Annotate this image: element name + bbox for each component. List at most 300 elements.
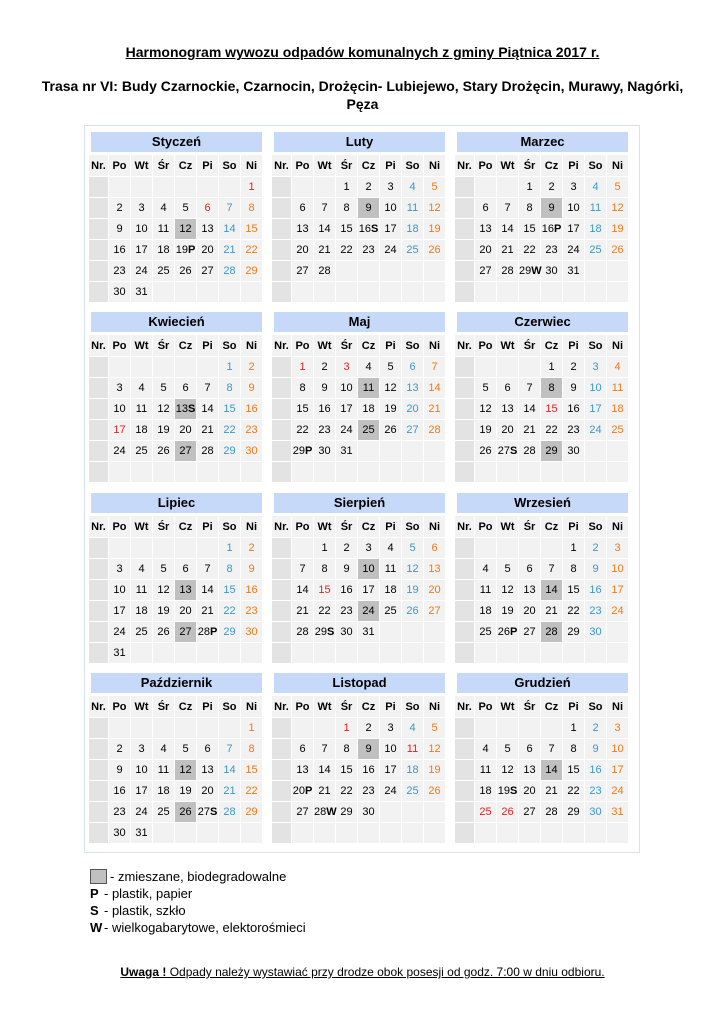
day-number: 3 — [570, 181, 577, 193]
empty-cell — [153, 823, 175, 844]
week-number-cell — [272, 718, 292, 739]
day-number: 23 — [589, 605, 602, 617]
empty-cell — [519, 282, 541, 303]
empty-cell — [197, 538, 219, 559]
empty-cell — [607, 643, 629, 664]
day-cell — [541, 781, 563, 802]
day-cell — [292, 781, 314, 802]
day-cell — [219, 261, 241, 282]
day-number: 3 — [138, 202, 145, 214]
empty-cell — [475, 357, 497, 378]
day-number: 2 — [570, 361, 577, 373]
day-cell — [314, 378, 336, 399]
day-cell — [219, 739, 241, 760]
day-number: 19 — [428, 764, 441, 776]
week-row — [272, 802, 446, 823]
week-number-cell — [89, 781, 109, 802]
day-cell — [131, 601, 153, 622]
day-number: 30 — [318, 445, 331, 457]
day-number: 4 — [160, 743, 167, 755]
weekday-header: Śr — [519, 335, 541, 357]
week-row — [89, 399, 263, 420]
day-number: 12 — [479, 403, 492, 415]
day-number: 23 — [245, 424, 258, 436]
day-number: 18 — [611, 403, 624, 415]
week-row — [272, 198, 446, 219]
day-number: 27 — [523, 806, 536, 818]
week-row — [89, 622, 263, 643]
week-number-cell — [272, 240, 292, 261]
day-cell — [519, 760, 541, 781]
pickup-marker: P — [509, 626, 518, 638]
day-cell — [153, 240, 175, 261]
day-cell — [197, 198, 219, 219]
week-number-cell — [272, 420, 292, 441]
week-number-cell — [89, 261, 109, 282]
day-number: 2 — [321, 361, 328, 373]
day-cell — [314, 622, 336, 643]
day-cell — [153, 441, 175, 462]
day-cell — [475, 781, 497, 802]
day-number: 8 — [343, 743, 350, 755]
day-cell — [358, 802, 380, 823]
day-number: 18 — [135, 605, 148, 617]
day-cell — [292, 240, 314, 261]
day-cell — [314, 420, 336, 441]
empty-cell — [219, 177, 241, 198]
day-number: 19 — [501, 605, 514, 617]
day-cell — [541, 240, 563, 261]
day-cell — [585, 802, 607, 823]
day-cell — [336, 399, 358, 420]
month-name: Sierpień — [274, 493, 445, 513]
day-cell — [497, 622, 519, 643]
day-number: 28 — [501, 265, 514, 277]
day-number: 13 — [479, 223, 492, 235]
day-number: 7 — [204, 563, 211, 575]
day-number: 26 — [157, 445, 170, 457]
day-cell — [153, 219, 175, 240]
day-cell — [563, 622, 585, 643]
day-number: 13 — [179, 584, 192, 596]
day-cell — [314, 219, 336, 240]
day-cell — [475, 219, 497, 240]
day-cell — [497, 781, 519, 802]
day-number: 8 — [343, 202, 350, 214]
day-cell — [336, 420, 358, 441]
day-number: 7 — [548, 743, 555, 755]
week-number-cell — [272, 219, 292, 240]
empty-cell — [153, 462, 175, 483]
day-number: 13 — [296, 223, 309, 235]
day-cell — [175, 198, 197, 219]
day-number: 4 — [365, 361, 372, 373]
day-cell — [402, 601, 424, 622]
day-cell — [241, 420, 263, 441]
legend-symbol: S — [90, 903, 99, 918]
day-number: 5 — [160, 382, 167, 394]
week-row — [272, 399, 446, 420]
day-number: 31 — [362, 626, 375, 638]
empty-cell — [380, 643, 402, 664]
day-cell — [380, 760, 402, 781]
empty-cell — [519, 823, 541, 844]
week-number-cell — [89, 739, 109, 760]
empty-cell — [607, 622, 629, 643]
empty-cell — [241, 462, 263, 483]
day-number: 18 — [479, 785, 492, 797]
month-calendar — [271, 312, 445, 483]
day-cell — [380, 357, 402, 378]
day-number: 5 — [482, 382, 489, 394]
week-row — [272, 219, 446, 240]
day-cell — [541, 198, 563, 219]
day-cell — [109, 622, 131, 643]
weekday-header: Po — [109, 335, 131, 357]
weekday-header: So — [402, 155, 424, 177]
day-number: 26 — [406, 605, 419, 617]
day-number: 18 — [406, 764, 419, 776]
route-subtitle: Trasa nr VI: Budy Czarnockie, Czarnocin, Drożęcin- Lubiejewo, Stary Drożęcin, Murawy, Nagórki, Pęza — [41, 78, 684, 112]
day-cell — [585, 718, 607, 739]
day-number: 10 — [567, 202, 580, 214]
day-cell — [475, 240, 497, 261]
day-number: 20 — [179, 424, 192, 436]
week-row — [89, 420, 263, 441]
weekday-header: Śr — [519, 696, 541, 718]
day-cell — [424, 739, 446, 760]
day-cell — [197, 601, 219, 622]
empty-cell — [424, 622, 446, 643]
day-number: 30 — [245, 445, 258, 457]
day-cell — [131, 198, 153, 219]
empty-cell — [197, 462, 219, 483]
day-cell — [541, 378, 563, 399]
day-number: 31 — [340, 445, 353, 457]
month-table — [271, 334, 446, 483]
empty-cell — [219, 462, 241, 483]
day-number: 1 — [570, 722, 577, 734]
week-number-cell — [272, 781, 292, 802]
day-number: 21 — [318, 244, 331, 256]
day-cell — [109, 739, 131, 760]
empty-cell — [358, 462, 380, 483]
week-row — [89, 198, 263, 219]
day-number: 22 — [296, 424, 309, 436]
week-number-cell — [272, 378, 292, 399]
empty-cell — [336, 823, 358, 844]
day-number: 6 — [204, 743, 211, 755]
empty-cell — [131, 718, 153, 739]
day-number: 21 — [523, 424, 536, 436]
day-number: 5 — [431, 722, 438, 734]
day-number: 21 — [223, 785, 236, 797]
day-number: 13 — [406, 382, 419, 394]
week-number-cell — [272, 357, 292, 378]
day-number: 28 — [545, 806, 558, 818]
day-cell — [541, 601, 563, 622]
day-number: 16 — [245, 584, 258, 596]
day-number: 28 — [428, 424, 441, 436]
weekday-header: Nr. — [89, 335, 109, 357]
day-number: 4 — [387, 542, 394, 554]
day-cell — [131, 261, 153, 282]
pickup-marker: W — [531, 265, 542, 277]
day-number: 26 — [479, 445, 492, 457]
day-number: 4 — [482, 743, 489, 755]
empty-cell — [475, 282, 497, 303]
day-cell — [241, 378, 263, 399]
day-number: 16 — [245, 403, 258, 415]
day-number: 22 — [245, 244, 258, 256]
week-row — [455, 601, 629, 622]
day-cell — [563, 399, 585, 420]
empty-cell — [175, 177, 197, 198]
weekday-header: Ni — [241, 516, 263, 538]
day-cell — [131, 622, 153, 643]
day-cell — [175, 802, 197, 823]
day-number: 3 — [343, 361, 350, 373]
day-number: 9 — [248, 563, 255, 575]
week-row — [272, 441, 446, 462]
day-cell — [358, 219, 380, 240]
day-cell — [109, 399, 131, 420]
empty-cell — [585, 462, 607, 483]
week-number-cell — [272, 177, 292, 198]
note — [0, 965, 725, 979]
day-number: 9 — [116, 223, 123, 235]
weekday-header: So — [585, 516, 607, 538]
day-number: 17 — [340, 403, 353, 415]
day-cell — [475, 622, 497, 643]
day-number: 27 — [179, 626, 192, 638]
day-number: 20 — [501, 424, 514, 436]
week-row — [89, 781, 263, 802]
weekday-header: Po — [475, 516, 497, 538]
day-cell — [541, 559, 563, 580]
day-cell — [219, 622, 241, 643]
empty-cell — [402, 462, 424, 483]
weekday-header: Nr. — [89, 516, 109, 538]
day-cell — [585, 399, 607, 420]
day-number: 20 — [201, 785, 214, 797]
day-cell — [219, 559, 241, 580]
empty-cell — [292, 538, 314, 559]
day-cell — [197, 781, 219, 802]
day-number: 5 — [504, 563, 511, 575]
month-name: Grudzień — [457, 673, 628, 693]
day-cell — [585, 559, 607, 580]
day-cell — [241, 261, 263, 282]
weekday-header: Śr — [153, 155, 175, 177]
week-number-cell — [455, 760, 475, 781]
empty-cell — [475, 538, 497, 559]
day-number: 17 — [135, 244, 148, 256]
month-table — [88, 695, 263, 844]
empty-cell — [219, 718, 241, 739]
day-cell — [475, 739, 497, 760]
day-number: 15 — [245, 223, 258, 235]
empty-cell — [131, 643, 153, 664]
week-row — [455, 261, 629, 282]
day-cell — [358, 601, 380, 622]
day-cell — [563, 559, 585, 580]
week-row — [272, 781, 446, 802]
day-number: 14 — [201, 403, 214, 415]
day-cell — [402, 198, 424, 219]
week-number-cell — [89, 378, 109, 399]
day-number: 15 — [318, 584, 331, 596]
day-number: 25 — [135, 626, 148, 638]
day-number: 24 — [589, 424, 602, 436]
week-row — [89, 177, 263, 198]
day-number: 22 — [223, 605, 236, 617]
day-number: 9 — [321, 382, 328, 394]
pickup-marker: S — [326, 626, 335, 638]
day-number: 8 — [548, 382, 555, 394]
weekday-header: Pi — [563, 516, 585, 538]
week-number-cell — [455, 739, 475, 760]
week-number-cell — [89, 240, 109, 261]
day-number: 15 — [223, 584, 236, 596]
week-row — [272, 462, 446, 483]
week-number-cell — [89, 580, 109, 601]
week-number-cell — [89, 198, 109, 219]
day-number: 14 — [501, 223, 514, 235]
day-number: 27 — [197, 806, 210, 818]
day-cell — [241, 760, 263, 781]
day-number: 11 — [384, 563, 397, 575]
empty-cell — [380, 462, 402, 483]
week-row — [89, 282, 263, 303]
day-cell — [380, 718, 402, 739]
day-cell — [607, 219, 629, 240]
day-cell — [541, 760, 563, 781]
day-number: 13 — [428, 563, 441, 575]
empty-cell — [424, 282, 446, 303]
day-number: 7 — [204, 382, 211, 394]
weekday-header: Cz — [175, 516, 197, 538]
week-number-cell — [89, 622, 109, 643]
pickup-marker: S — [370, 223, 379, 235]
week-number-cell — [272, 739, 292, 760]
day-number: 3 — [387, 722, 394, 734]
day-cell — [292, 198, 314, 219]
day-number: 25 — [479, 806, 492, 818]
weekday-header: Nr. — [455, 335, 475, 357]
day-cell — [336, 240, 358, 261]
day-cell — [219, 802, 241, 823]
day-number: 17 — [113, 424, 126, 436]
day-number: 22 — [340, 244, 353, 256]
day-number: 6 — [182, 563, 189, 575]
day-cell — [314, 580, 336, 601]
empty-cell — [402, 823, 424, 844]
day-number: 1 — [548, 361, 555, 373]
day-cell — [292, 802, 314, 823]
day-number: 30 — [113, 827, 126, 839]
day-number: 24 — [567, 244, 580, 256]
empty-cell — [153, 357, 175, 378]
day-number: 20 — [523, 605, 536, 617]
day-number: 1 — [343, 722, 350, 734]
day-number: 3 — [387, 181, 394, 193]
day-cell — [241, 802, 263, 823]
legend-item — [90, 868, 306, 885]
day-cell — [219, 219, 241, 240]
day-cell — [109, 378, 131, 399]
weekday-header: Nr. — [272, 696, 292, 718]
week-number-cell — [455, 538, 475, 559]
day-cell — [402, 718, 424, 739]
day-cell — [131, 760, 153, 781]
empty-cell — [475, 718, 497, 739]
day-number: 15 — [567, 584, 580, 596]
day-cell — [153, 802, 175, 823]
day-cell — [314, 559, 336, 580]
day-cell — [153, 559, 175, 580]
day-cell — [585, 622, 607, 643]
day-number: 1 — [248, 181, 255, 193]
day-cell — [109, 601, 131, 622]
day-number: 25 — [479, 626, 492, 638]
weekday-header: Nr. — [455, 516, 475, 538]
day-number: 30 — [340, 626, 353, 638]
week-row — [272, 559, 446, 580]
day-number: 30 — [113, 286, 126, 298]
weekday-header: So — [585, 335, 607, 357]
week-number-cell — [455, 441, 475, 462]
weekday-header: Wt — [131, 155, 153, 177]
week-number-cell — [272, 601, 292, 622]
day-number: 23 — [318, 424, 331, 436]
empty-cell — [541, 718, 563, 739]
weekday-header: Ni — [241, 155, 263, 177]
day-cell — [563, 177, 585, 198]
month-table — [88, 334, 263, 483]
day-number: 20 — [406, 403, 419, 415]
weekday-header: Pi — [380, 696, 402, 718]
day-cell — [336, 802, 358, 823]
day-cell — [563, 538, 585, 559]
day-cell — [219, 601, 241, 622]
week-number-cell — [455, 357, 475, 378]
month-name: Styczeń — [91, 132, 262, 152]
day-cell — [314, 601, 336, 622]
empty-cell — [519, 643, 541, 664]
day-cell — [563, 781, 585, 802]
week-number-cell — [89, 399, 109, 420]
day-cell — [475, 420, 497, 441]
day-number: 16 — [541, 223, 554, 235]
week-number-cell — [272, 580, 292, 601]
day-number: 26 — [611, 244, 624, 256]
day-cell — [336, 718, 358, 739]
day-cell — [402, 580, 424, 601]
week-number-cell — [89, 462, 109, 483]
day-cell — [497, 760, 519, 781]
day-number: 24 — [384, 785, 397, 797]
empty-cell — [358, 282, 380, 303]
day-number: 3 — [592, 361, 599, 373]
empty-cell — [585, 823, 607, 844]
weekday-header: Śr — [336, 155, 358, 177]
day-number: 18 — [157, 244, 170, 256]
empty-cell — [109, 718, 131, 739]
day-cell — [197, 580, 219, 601]
day-cell — [175, 261, 197, 282]
day-number: 15 — [340, 223, 353, 235]
